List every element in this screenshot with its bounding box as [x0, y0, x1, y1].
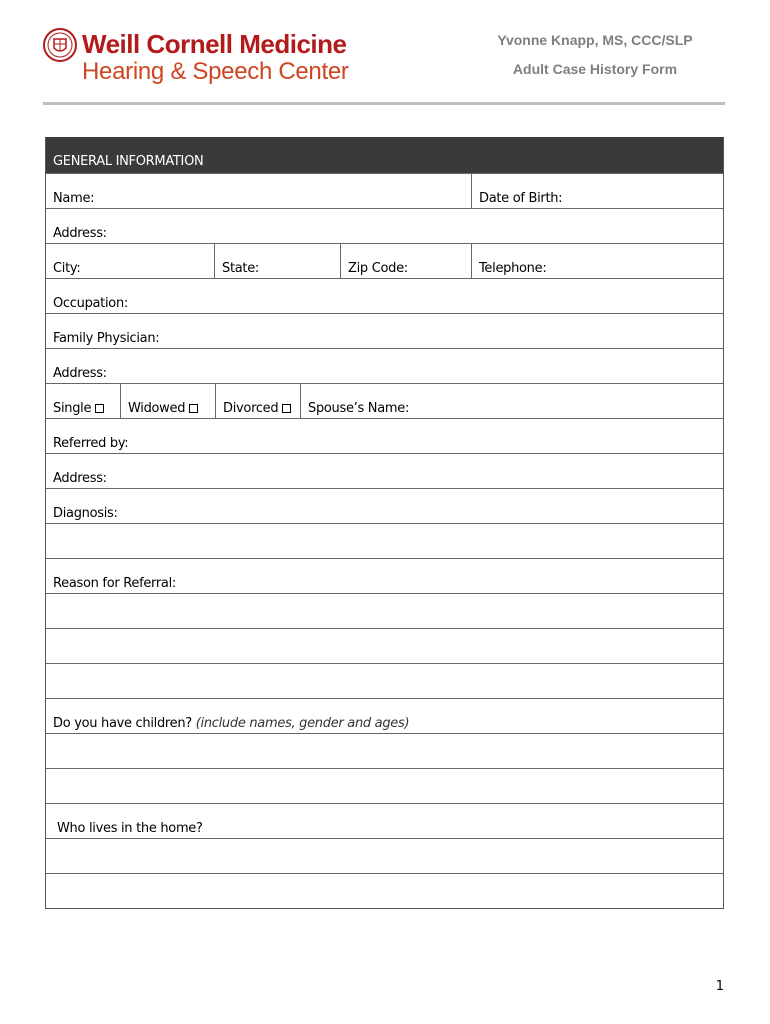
case-history-form [45, 137, 724, 909]
page-header [0, 0, 770, 110]
form-row-address [46, 208, 723, 243]
address-field[interactable]: Address: [53, 226, 107, 241]
children-field[interactable] [46, 699, 723, 733]
date-of-birth-field[interactable]: Date of Birth: [471, 174, 723, 208]
section-title: GENERAL INFORMATION [46, 137, 723, 173]
brand-subtitle: Hearing & Speech Center [82, 58, 349, 85]
reason-for-referral-field[interactable]: Reason for Referral: [53, 576, 176, 591]
children-hint: (include names, gender and ages) [195, 716, 410, 731]
name-field[interactable]: Name: [53, 191, 95, 206]
form-row-children-blank-1 [46, 733, 723, 768]
children-label: Do you have children? [53, 716, 192, 731]
form-row-home [46, 803, 723, 838]
form-row-marital-status [46, 383, 723, 418]
page-number: 1 [715, 979, 724, 994]
marital-single[interactable] [46, 384, 120, 418]
form-row-referral-address [46, 453, 723, 488]
form-row-physician-address [46, 348, 723, 383]
who-lives-in-home-field[interactable]: Who lives in the home? [57, 821, 203, 836]
telephone-field[interactable]: Telephone: [471, 244, 723, 278]
occupation-field[interactable]: Occupation: [53, 296, 128, 311]
form-row-children [46, 698, 723, 733]
form-row-diagnosis [46, 488, 723, 523]
form-row-name [46, 173, 723, 208]
widowed-checkbox[interactable] [189, 404, 198, 413]
referred-by-field[interactable]: Referred by: [53, 436, 129, 451]
form-row-diagnosis-blank [46, 523, 723, 558]
marital-widowed[interactable] [120, 384, 215, 418]
physician-address-field[interactable]: Address: [53, 366, 107, 381]
divorced-checkbox[interactable] [282, 404, 291, 413]
form-row-city [46, 243, 723, 278]
state-field[interactable]: State: [214, 244, 340, 278]
brand-name: Weill Cornell Medicine [82, 29, 347, 59]
referral-address-field[interactable]: Address: [53, 471, 107, 486]
form-row-home-blank-2 [46, 873, 723, 908]
form-row-reason-blank-1 [46, 593, 723, 628]
university-seal-icon [43, 28, 77, 62]
home-blank-line[interactable] [46, 839, 723, 873]
children-blank-line[interactable] [46, 734, 723, 768]
header-divider [43, 102, 725, 105]
family-physician-field[interactable]: Family Physician: [53, 331, 160, 346]
form-row-reason [46, 558, 723, 593]
diagnosis-field[interactable]: Diagnosis: [53, 506, 118, 521]
children-blank-line[interactable] [46, 769, 723, 803]
reason-blank-line[interactable] [46, 629, 723, 663]
form-row-home-blank-1 [46, 838, 723, 873]
home-blank-line[interactable] [46, 874, 723, 908]
form-row-physician [46, 313, 723, 348]
form-row-reason-blank-3 [46, 663, 723, 698]
zip-code-field[interactable]: Zip Code: [340, 244, 471, 278]
form-title: Adult Case History Form [512, 61, 678, 77]
divorced-label: Divorced [223, 401, 279, 416]
form-row-occupation [46, 278, 723, 313]
marital-divorced[interactable] [215, 384, 300, 418]
form-row-referred-by [46, 418, 723, 453]
spouse-name-field[interactable]: Spouse’s Name: [300, 384, 723, 418]
single-label: Single [53, 401, 92, 416]
form-row-children-blank-2 [46, 768, 723, 803]
diagnosis-blank-line[interactable] [46, 524, 723, 558]
city-field[interactable]: City: [53, 261, 81, 276]
reason-blank-line[interactable] [46, 594, 723, 628]
single-checkbox[interactable] [95, 404, 104, 413]
reason-blank-line[interactable] [46, 664, 723, 698]
widowed-label: Widowed [128, 401, 186, 416]
clinician-name: Yvonne Knapp, MS, CCC/SLP [497, 32, 693, 48]
form-row-reason-blank-2 [46, 628, 723, 663]
